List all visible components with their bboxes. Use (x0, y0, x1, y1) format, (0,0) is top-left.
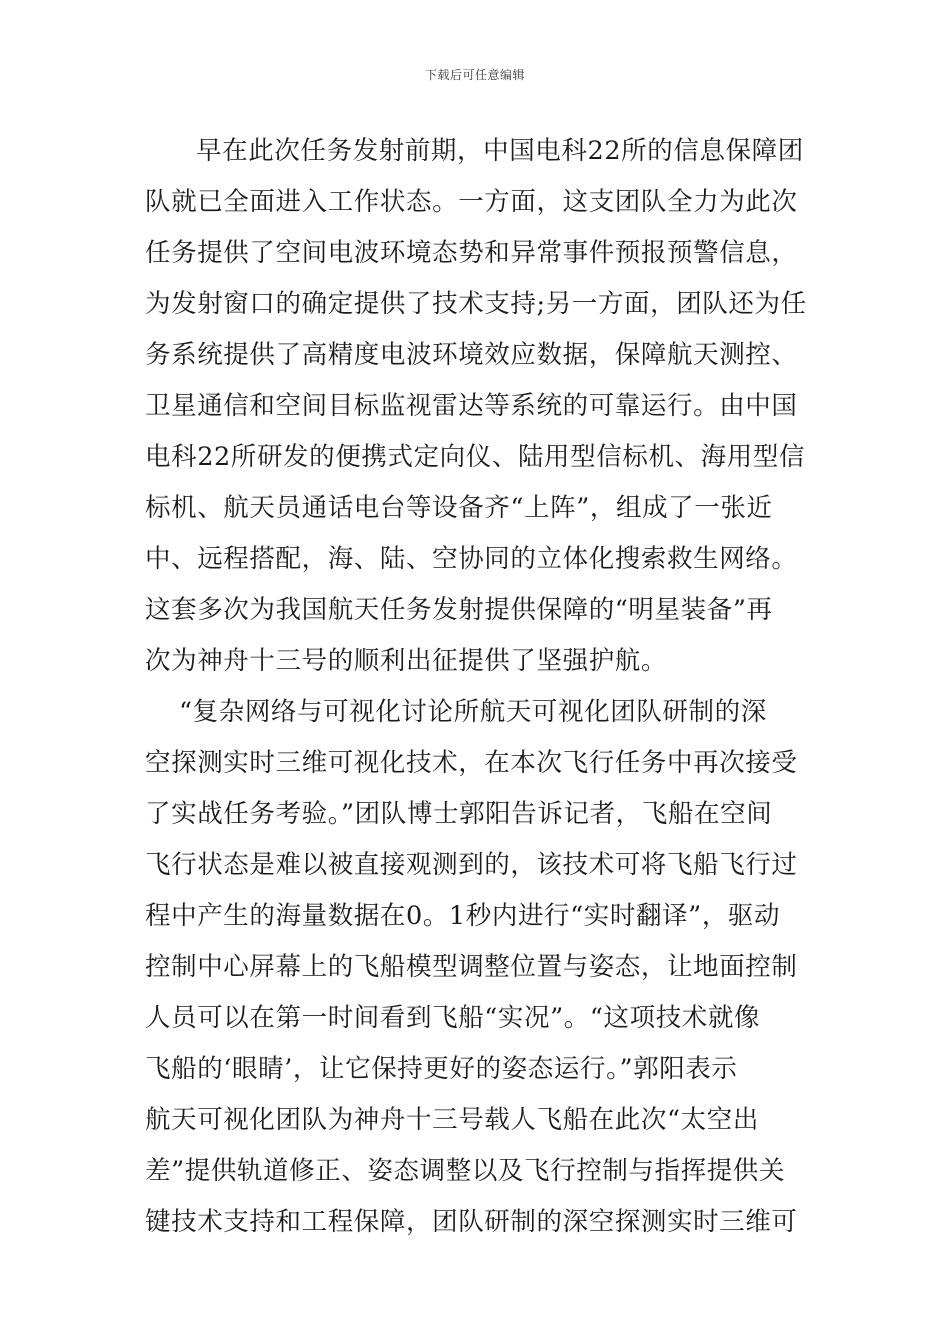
text-line: 卫星通信和空间目标监视雷达等系统的可靠运行。由中国 (145, 391, 798, 421)
text-line: 了实战任务考验。”团队博士郭阳告诉记者，飞船在空间 (145, 799, 773, 829)
text-line: 队就已全面进入工作状态。一方面，这支团队全力为此次 (145, 187, 798, 217)
text-line: 人员可以在第一时间看到飞船“实况”。“这项技术就像 (145, 1003, 761, 1033)
text-line: 键技术支持和工程保障，团队研制的深空探测实时三维可 (145, 1207, 798, 1237)
page-header-note: 下载后可任意编辑 (424, 68, 525, 82)
text-line: 控制中心屏幕上的飞船模型调整位置与姿态，让地面控制 (145, 952, 798, 982)
text-line: 中、远程搭配，海、陆、空协同的立体化搜索救生网络。 (145, 544, 798, 574)
text-line: 差”提供轨道修正、姿态调整以及飞行控制与指挥提供关 (145, 1156, 786, 1186)
text-line: 这套多次为我国航天任务发射提供保障的“明星装备”再 (145, 595, 773, 625)
text-line: 飞行状态是难以被直接观测到的，该技术可将飞船飞行过 (145, 850, 798, 880)
text-line: 空探测实时三维可视化技术，在本次飞行任务中再次接受 (145, 748, 798, 778)
text-line: 务系统提供了高精度电波环境效应数据，保障航天测控、 (145, 340, 798, 370)
document-body (145, 126, 810, 1248)
text-line: 为发射窗口的确定提供了技术支持;另一方面，团队还为任 (145, 289, 807, 319)
paragraph (145, 126, 810, 687)
text-line: 标机、航天员通话电台等设备齐“上阵”，组成了一张近 (145, 493, 773, 523)
text-line: 电科22所研发的便携式定向仪、陆用型信标机、海用型信 (145, 442, 806, 472)
text-line: 程中产生的海量数据在0。1秒内进行“实时翻译”，驱动 (145, 901, 781, 931)
text-line: “复杂网络与可视化讨论所航天可视化团队研制的深 (179, 697, 767, 727)
paragraph (145, 687, 810, 1248)
text-line: 任务提供了空间电波环境态势和异常事件预报预警信息， (145, 238, 798, 268)
text-line: 次为神舟十三号的顺利出征提供了坚强护航。 (145, 646, 668, 676)
text-line: 航天可视化团队为神舟十三号载人飞船在此次“太空出 (145, 1105, 759, 1135)
text-line: 飞船的‘眼睛’，让它保持更好的姿态运行。”郭阳表示 (145, 1054, 738, 1084)
text-line: 早在此次任务发射前期，中国电科22所的信息保障团 (196, 136, 804, 166)
